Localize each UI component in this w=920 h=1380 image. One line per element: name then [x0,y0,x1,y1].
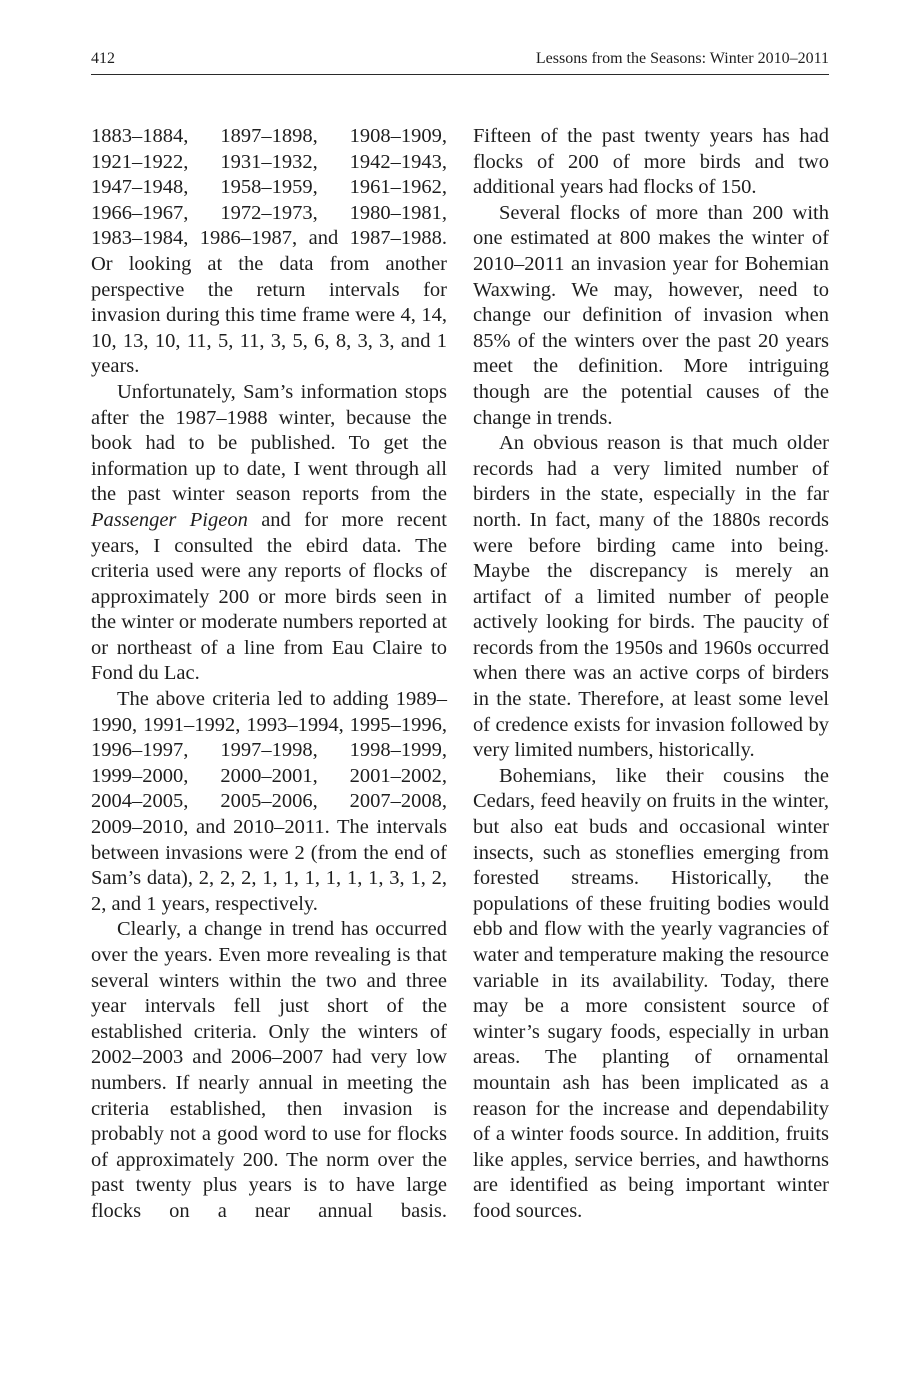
paragraph-year-list [91,124,447,380]
right-column [473,124,829,1225]
paragraph-text: and for more recent years, I consulted the ebird data. The criteria used were any reports of flocks of approximately 200 or more birds seen in the winter or moderate numbers reported at or northeast of a line from Eau Claire to Fond du Lac. [91,508,447,685]
paragraph-text: An obvious reason is that much older records had a very limited number of birders in the state, especially in the far north. In fact, many of the 1880s records were before birding came into being. Maybe the discrepancy is merely an artifact of a limited number of people actively looking for birds. The paucity of records from the 1950s and 1960s occurred when there was an active corps of birders in the state. Therefore, at least some level of credence exists for invasion followed by very limited numbers, historically. [473,432,829,762]
paragraph-trend-change [91,917,447,1224]
paragraph-criteria [91,687,447,917]
running-header [91,48,829,75]
paragraph-text: The above criteria led to adding 1989–1990, 1991–1992, 1993–1994, 1995–1996, 1996–1997, 1997–1998, 1998–1999, 1999–2000, 2000–2001, 2001–2002, 2004–2005, 2005–2006, 2007–2008, 2009–2010, and 2010–2011. The intervals between invasions were 2 (from the end of Sam’s data), 2, 2, 2, 1, 1, 1, 1, 1, 1, 3, 1, 2, 2, and 1 years, respectively. [91,688,447,915]
paragraph-bohemians-diet [473,764,829,1225]
paragraph-fifteen-years [473,124,829,201]
journal-title: Passenger Pigeon [91,508,248,531]
paragraph-invasion-year [473,201,829,431]
left-column [91,124,447,1225]
paragraph-text: Bohemians, like their cousins the Cedars, feed heavily on fruits in the winter, but also eat buds and occasional winter insects, such as stoneflies emerging from forested streams. Historically, the populations of these fruiting bodies would ebb and flow with the yearly vagrancies of water and temperature making the resource variable in its availability. Today, there may be a more consistent source of winter’s sugary foods, especially in urban areas. The planting of ornamental mountain ash has been implicated as a reason for the increase and dependability of a winter foods source. In addition, fruits like apples, service berries, and hawthorns are identified as being important winter food sources. [473,764,829,1222]
paragraph-text: Clearly, a change in trend has occurred over the years. Even more revealing is that several winters within the two and three year intervals fell just short of the established criteria. Only the winters of 2002–2003 and 2006–2007 had very low numbers. If nearly annual in meeting the criteria established, then invasion is probably not a good word to use for flocks of approximately 200. The norm over the past twenty plus years is to have large flocks on a near annual basis. [91,918,447,1222]
paragraph-sam-information [91,380,447,687]
paragraph-text: 1883–1884, 1897–1898, 1908–1909, 1921–1922, 1931–1932, 1942–1943, 1947–1948, 1958–1959, 1961–1962, 1966–1967, 1972–1973, 1980–1981, 1983–1984, 1986–1987, and 1987–1988. Or looking at the data from another perspective the return intervals for invasion during this time frame were 4, 14, 10, 13, 10, 11, 5, 11, 3, 5, 6, 8, 3, 3, and 1 years. [91,125,447,378]
running-title: Lessons from the Seasons: Winter 2010–2011 [535,50,829,67]
paragraph-text: Fifteen of the past twenty years has had flocks of 200 of more birds and two additional years had flocks of 150. [473,125,829,199]
paragraph-obvious-reason [473,431,829,764]
paragraph-text: Several flocks of more than 200 with one estimated at 800 makes the winter of 2010–2011 an invasion year for Bohemian Waxwing. We may, however, need to change our definition of invasion when 85% of the winters over the past 20 years meet the definition. More intriguing though are the potential causes of the change in trends. [473,201,829,429]
paragraph-text: Unfortunately, Sam’s information stops after the 1987–1988 winter, because the book had to be published. To get the information up to date, I went through all the past winter season reports from the [91,380,447,506]
page-number: 412 [91,50,115,67]
